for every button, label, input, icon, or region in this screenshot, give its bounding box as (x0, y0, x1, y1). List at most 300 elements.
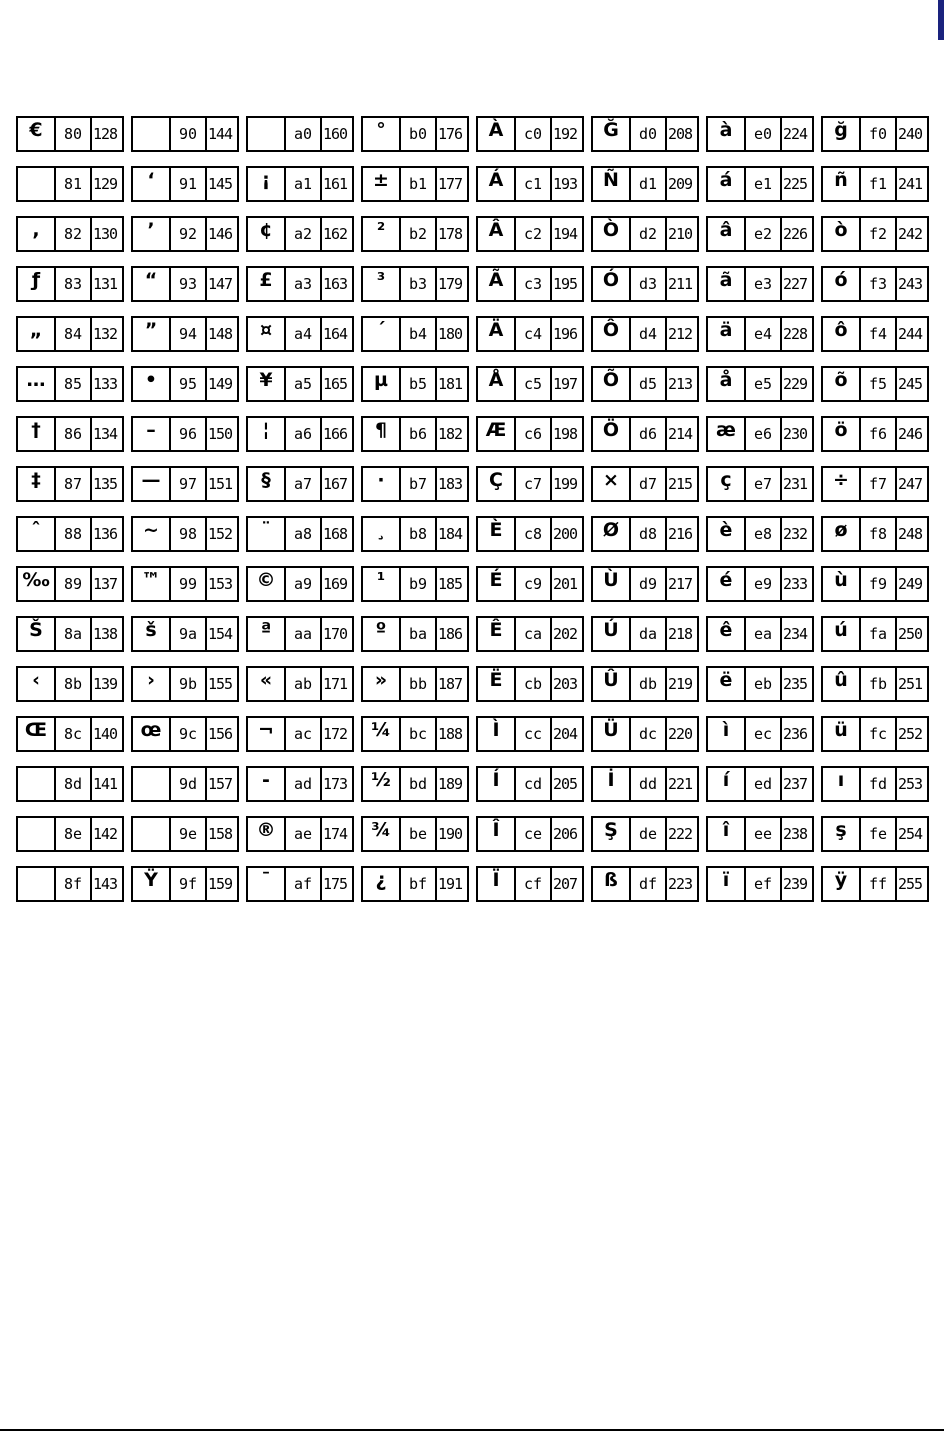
char-decimal-code: 241 (895, 168, 927, 200)
char-hex-code: c0 (514, 118, 550, 150)
char-hex-code: a2 (284, 218, 320, 250)
char-cell (821, 166, 929, 202)
char-glyph: æ (716, 419, 736, 441)
char-hex-code: 84 (54, 318, 90, 350)
char-glyph: × (603, 469, 619, 491)
char-cell (361, 166, 469, 202)
char-hex-code: ee (744, 818, 780, 850)
char-cell (246, 866, 354, 902)
char-glyph: ÿ (834, 869, 848, 891)
char-cell (706, 466, 814, 502)
char-hex-code: e2 (744, 218, 780, 250)
char-hex-code: fc (859, 718, 895, 750)
char-hex-code: ea (744, 618, 780, 650)
char-glyph: „ (29, 319, 43, 341)
char-hex-code: d8 (629, 518, 665, 550)
char-glyph (18, 818, 54, 850)
char-glyph: Ô (602, 319, 620, 341)
char-hex-code: d7 (629, 468, 665, 500)
char-decimal-code: 244 (895, 318, 927, 350)
char-glyph: Ê (489, 619, 503, 641)
char-decimal-code: 128 (90, 118, 122, 150)
char-decimal-code: 215 (665, 468, 697, 500)
char-decimal-code: 158 (205, 818, 237, 850)
char-cell (131, 316, 239, 352)
char-decimal-code: 172 (320, 718, 352, 750)
char-decimal-code: 153 (205, 568, 237, 600)
char-cell (476, 216, 584, 252)
char-decimal-code: 140 (90, 718, 122, 750)
char-glyph: ò (834, 219, 848, 241)
char-hex-code: b5 (399, 368, 435, 400)
char-glyph: ¹ (376, 569, 386, 591)
char-glyph: ¦ (262, 419, 270, 441)
char-glyph: € (29, 119, 43, 141)
char-decimal-code: 225 (780, 168, 812, 200)
char-decimal-code: 174 (320, 818, 352, 850)
char-hex-code: e6 (744, 418, 780, 450)
char-cell (246, 416, 354, 452)
char-glyph: ¼ (371, 719, 391, 741)
char-hex-code: ba (399, 618, 435, 650)
char-hex-code: c7 (514, 468, 550, 500)
char-glyph: Í (492, 769, 500, 791)
char-glyph: ‹ (32, 669, 40, 691)
char-glyph: ì (722, 719, 730, 741)
char-glyph: ß (604, 869, 618, 891)
char-decimal-code: 198 (550, 418, 582, 450)
char-cell (706, 516, 814, 552)
char-hex-code: 8f (54, 868, 90, 900)
char-cell (821, 666, 929, 702)
char-cell (706, 366, 814, 402)
char-hex-code: 90 (169, 118, 205, 150)
char-glyph: Á (488, 169, 504, 191)
char-decimal-code: 230 (780, 418, 812, 450)
char-decimal-code: 216 (665, 518, 697, 550)
char-hex-code: fe (859, 818, 895, 850)
char-decimal-code: 222 (665, 818, 697, 850)
char-glyph: › (147, 669, 155, 691)
char-cell (476, 466, 584, 502)
char-glyph: Ø (602, 519, 620, 541)
char-decimal-code: 247 (895, 468, 927, 500)
char-cell (476, 866, 584, 902)
char-cell (16, 816, 124, 852)
char-glyph: Ï (492, 869, 500, 891)
char-glyph (18, 768, 54, 800)
char-glyph: † (31, 419, 41, 441)
char-cell (591, 766, 699, 802)
char-decimal-code: 152 (205, 518, 237, 550)
char-cell (361, 216, 469, 252)
char-glyph: ° (376, 119, 386, 141)
char-cell (591, 366, 699, 402)
char-cell (246, 216, 354, 252)
char-hex-code: c9 (514, 568, 550, 600)
char-decimal-code: 209 (665, 168, 697, 200)
char-hex-code: a3 (284, 268, 320, 300)
char-decimal-code: 231 (780, 468, 812, 500)
char-cell (131, 666, 239, 702)
char-cell (131, 566, 239, 602)
char-glyph: ’ (147, 219, 155, 241)
char-hex-code: 92 (169, 218, 205, 250)
char-cell (246, 616, 354, 652)
char-hex-code: 81 (54, 168, 90, 200)
char-decimal-code: 144 (205, 118, 237, 150)
char-hex-code: fb (859, 668, 895, 700)
char-decimal-code: 196 (550, 318, 582, 350)
char-hex-code: bc (399, 718, 435, 750)
char-hex-code: a8 (284, 518, 320, 550)
char-cell (706, 416, 814, 452)
char-decimal-code: 160 (320, 118, 352, 150)
char-glyph: Ì (492, 719, 500, 741)
char-glyph: ¸ (376, 519, 386, 541)
char-glyph: û (834, 669, 848, 691)
char-cell (361, 616, 469, 652)
char-hex-code: a0 (284, 118, 320, 150)
char-hex-code: b6 (399, 418, 435, 450)
char-glyph: ñ (834, 169, 848, 191)
char-cell (16, 616, 124, 652)
char-hex-code: d3 (629, 268, 665, 300)
char-hex-code: ff (859, 868, 895, 900)
char-hex-code: cd (514, 768, 550, 800)
char-glyph: ë (719, 669, 733, 691)
char-cell (821, 416, 929, 452)
char-decimal-code: 173 (320, 768, 352, 800)
char-decimal-code: 131 (90, 268, 122, 300)
char-hex-code: e4 (744, 318, 780, 350)
char-decimal-code: 223 (665, 868, 697, 900)
char-glyph: É (489, 569, 503, 591)
char-decimal-code: 171 (320, 668, 352, 700)
char-hex-code: 8d (54, 768, 90, 800)
char-cell (591, 616, 699, 652)
char-decimal-code: 169 (320, 568, 352, 600)
char-glyph: ä (719, 319, 733, 341)
char-cell (16, 216, 124, 252)
char-decimal-code: 151 (205, 468, 237, 500)
char-hex-code: 9b (169, 668, 205, 700)
char-hex-code: f7 (859, 468, 895, 500)
char-hex-code: d9 (629, 568, 665, 600)
char-cell (16, 866, 124, 902)
char-cell (131, 516, 239, 552)
char-hex-code: c2 (514, 218, 550, 250)
char-cell (246, 266, 354, 302)
char-decimal-code: 208 (665, 118, 697, 150)
char-hex-code: bd (399, 768, 435, 800)
char-glyph: â (719, 219, 733, 241)
char-cell (476, 716, 584, 752)
char-cell (361, 466, 469, 502)
char-hex-code: e5 (744, 368, 780, 400)
char-decimal-code: 136 (90, 518, 122, 550)
char-hex-code: 95 (169, 368, 205, 400)
char-decimal-code: 129 (90, 168, 122, 200)
char-hex-code: df (629, 868, 665, 900)
char-glyph: ¾ (371, 819, 391, 841)
char-decimal-code: 232 (780, 518, 812, 550)
char-hex-code: a4 (284, 318, 320, 350)
char-cell (591, 816, 699, 852)
char-cell (821, 116, 929, 152)
char-hex-code: ed (744, 768, 780, 800)
char-hex-code: c3 (514, 268, 550, 300)
char-cell (361, 816, 469, 852)
char-hex-code: eb (744, 668, 780, 700)
char-cell (821, 316, 929, 352)
char-decimal-code: 145 (205, 168, 237, 200)
char-cell (361, 316, 469, 352)
char-decimal-code: 202 (550, 618, 582, 650)
page-corner-mark (938, 0, 944, 40)
char-hex-code: a7 (284, 468, 320, 500)
char-hex-code: 94 (169, 318, 205, 350)
char-cell (246, 166, 354, 202)
char-cell (591, 416, 699, 452)
char-decimal-code: 168 (320, 518, 352, 550)
char-decimal-code: 197 (550, 368, 582, 400)
char-glyph: œ (140, 719, 162, 741)
char-decimal-code: 250 (895, 618, 927, 650)
char-decimal-code: 204 (550, 718, 582, 750)
char-hex-code: 80 (54, 118, 90, 150)
char-cell (361, 766, 469, 802)
char-cell (476, 766, 584, 802)
char-hex-code: db (629, 668, 665, 700)
char-glyph: ó (834, 269, 848, 291)
char-decimal-code: 190 (435, 818, 467, 850)
char-cell (16, 166, 124, 202)
char-glyph: · (377, 469, 385, 491)
char-hex-code: dd (629, 768, 665, 800)
char-cell (476, 416, 584, 452)
char-cell (476, 366, 584, 402)
char-decimal-code: 254 (895, 818, 927, 850)
char-glyph: ÷ (833, 469, 849, 491)
char-hex-code: ac (284, 718, 320, 750)
char-cell (591, 216, 699, 252)
char-decimal-code: 130 (90, 218, 122, 250)
char-decimal-code: 226 (780, 218, 812, 250)
char-cell (591, 716, 699, 752)
char-cell (246, 566, 354, 602)
char-glyph (133, 118, 169, 150)
char-hex-code: d4 (629, 318, 665, 350)
char-hex-code: 88 (54, 518, 90, 550)
char-glyph: ´ (376, 319, 386, 341)
char-decimal-code: 133 (90, 368, 122, 400)
char-cell (706, 316, 814, 352)
char-hex-code: 93 (169, 268, 205, 300)
char-decimal-code: 182 (435, 418, 467, 450)
char-hex-code: ae (284, 818, 320, 850)
char-glyph: ¯ (261, 869, 271, 891)
char-hex-code: 89 (54, 568, 90, 600)
char-decimal-code: 212 (665, 318, 697, 350)
char-glyph (18, 168, 54, 200)
char-glyph (133, 768, 169, 800)
char-decimal-code: 195 (550, 268, 582, 300)
char-glyph: – (146, 419, 156, 441)
char-glyph: - (262, 769, 270, 791)
char-glyph: Ä (488, 319, 504, 341)
char-hex-code: 87 (54, 468, 90, 500)
char-hex-code: 9c (169, 718, 205, 750)
char-cell (16, 466, 124, 502)
char-decimal-code: 253 (895, 768, 927, 800)
char-cell (591, 866, 699, 902)
char-hex-code: b7 (399, 468, 435, 500)
char-glyph: Å (488, 369, 504, 391)
char-cell (821, 466, 929, 502)
char-glyph: µ (374, 369, 388, 391)
char-decimal-code: 166 (320, 418, 352, 450)
char-hex-code: e0 (744, 118, 780, 150)
char-glyph: , (32, 219, 40, 241)
char-glyph: ¢ (259, 219, 273, 241)
char-decimal-code: 206 (550, 818, 582, 850)
char-hex-code: ca (514, 618, 550, 650)
char-glyph: ú (834, 619, 848, 641)
char-cell (361, 716, 469, 752)
char-cell (821, 216, 929, 252)
char-glyph: ø (834, 519, 848, 541)
char-glyph: ½ (371, 769, 391, 791)
char-glyph: Ñ (603, 169, 619, 191)
char-cell (361, 566, 469, 602)
char-hex-code: c5 (514, 368, 550, 400)
char-hex-code: a6 (284, 418, 320, 450)
char-hex-code: e8 (744, 518, 780, 550)
char-cell (16, 516, 124, 552)
char-hex-code: c1 (514, 168, 550, 200)
char-glyph: ¿ (375, 869, 387, 891)
char-decimal-code: 249 (895, 568, 927, 600)
char-hex-code: 8c (54, 718, 90, 750)
char-glyph: Œ (24, 719, 48, 741)
char-glyph (133, 818, 169, 850)
char-decimal-code: 147 (205, 268, 237, 300)
char-hex-code: cf (514, 868, 550, 900)
char-cell (591, 316, 699, 352)
char-glyph: ã (719, 269, 733, 291)
char-glyph: é (719, 569, 733, 591)
char-glyph: Ç (489, 469, 503, 491)
char-decimal-code: 251 (895, 668, 927, 700)
char-decimal-code: 137 (90, 568, 122, 600)
char-glyph: ” (144, 319, 158, 341)
char-decimal-code: 161 (320, 168, 352, 200)
char-cell (131, 166, 239, 202)
char-cell (131, 116, 239, 152)
char-hex-code: 8e (54, 818, 90, 850)
character-set-chart (16, 116, 924, 902)
char-glyph: è (719, 519, 733, 541)
char-glyph: á (719, 169, 733, 191)
char-cell (246, 116, 354, 152)
char-cell (476, 166, 584, 202)
char-hex-code: be (399, 818, 435, 850)
char-glyph: Â (488, 219, 504, 241)
char-cell (361, 116, 469, 152)
char-decimal-code: 194 (550, 218, 582, 250)
char-hex-code: 96 (169, 418, 205, 450)
char-glyph: Ù (603, 569, 619, 591)
char-glyph: Š (29, 619, 43, 641)
char-cell (706, 566, 814, 602)
char-hex-code: a1 (284, 168, 320, 200)
char-hex-code: f1 (859, 168, 895, 200)
char-glyph: İ (607, 769, 615, 791)
char-glyph: ³ (376, 269, 386, 291)
char-decimal-code: 184 (435, 518, 467, 550)
char-cell (476, 316, 584, 352)
char-hex-code: d6 (629, 418, 665, 450)
char-decimal-code: 214 (665, 418, 697, 450)
char-glyph: ƒ (31, 269, 41, 291)
char-decimal-code: 134 (90, 418, 122, 450)
char-hex-code: c8 (514, 518, 550, 550)
char-glyph: « (259, 669, 273, 691)
char-glyph: Î (492, 819, 500, 841)
char-cell (131, 816, 239, 852)
char-decimal-code: 181 (435, 368, 467, 400)
char-decimal-code: 221 (665, 768, 697, 800)
char-cell (131, 866, 239, 902)
char-glyph: Ş (604, 819, 618, 841)
char-decimal-code: 218 (665, 618, 697, 650)
char-hex-code: 86 (54, 418, 90, 450)
char-glyph: Ÿ (144, 869, 158, 891)
char-cell (706, 716, 814, 752)
char-cell (706, 866, 814, 902)
char-cell (16, 366, 124, 402)
char-cell (821, 616, 929, 652)
char-cell (246, 666, 354, 702)
char-decimal-code: 162 (320, 218, 352, 250)
char-cell (706, 116, 814, 152)
char-decimal-code: 170 (320, 618, 352, 650)
char-glyph: ê (719, 619, 733, 641)
char-cell (591, 266, 699, 302)
char-hex-code: aa (284, 618, 320, 650)
char-hex-code: 83 (54, 268, 90, 300)
char-decimal-code: 177 (435, 168, 467, 200)
char-cell (246, 466, 354, 502)
char-glyph: ˆ (31, 519, 41, 541)
char-glyph: ğ (834, 119, 848, 141)
char-glyph: ¬ (258, 719, 274, 741)
char-hex-code: ef (744, 868, 780, 900)
char-cell (591, 166, 699, 202)
char-glyph: ù (834, 569, 848, 591)
char-hex-code: ce (514, 818, 550, 850)
char-hex-code: f3 (859, 268, 895, 300)
char-glyph: • (144, 369, 158, 391)
char-hex-code: d2 (629, 218, 665, 250)
char-cell (246, 816, 354, 852)
char-decimal-code: 132 (90, 318, 122, 350)
char-cell (476, 666, 584, 702)
char-hex-code: b8 (399, 518, 435, 550)
char-glyph: È (489, 519, 503, 541)
char-decimal-code: 164 (320, 318, 352, 350)
